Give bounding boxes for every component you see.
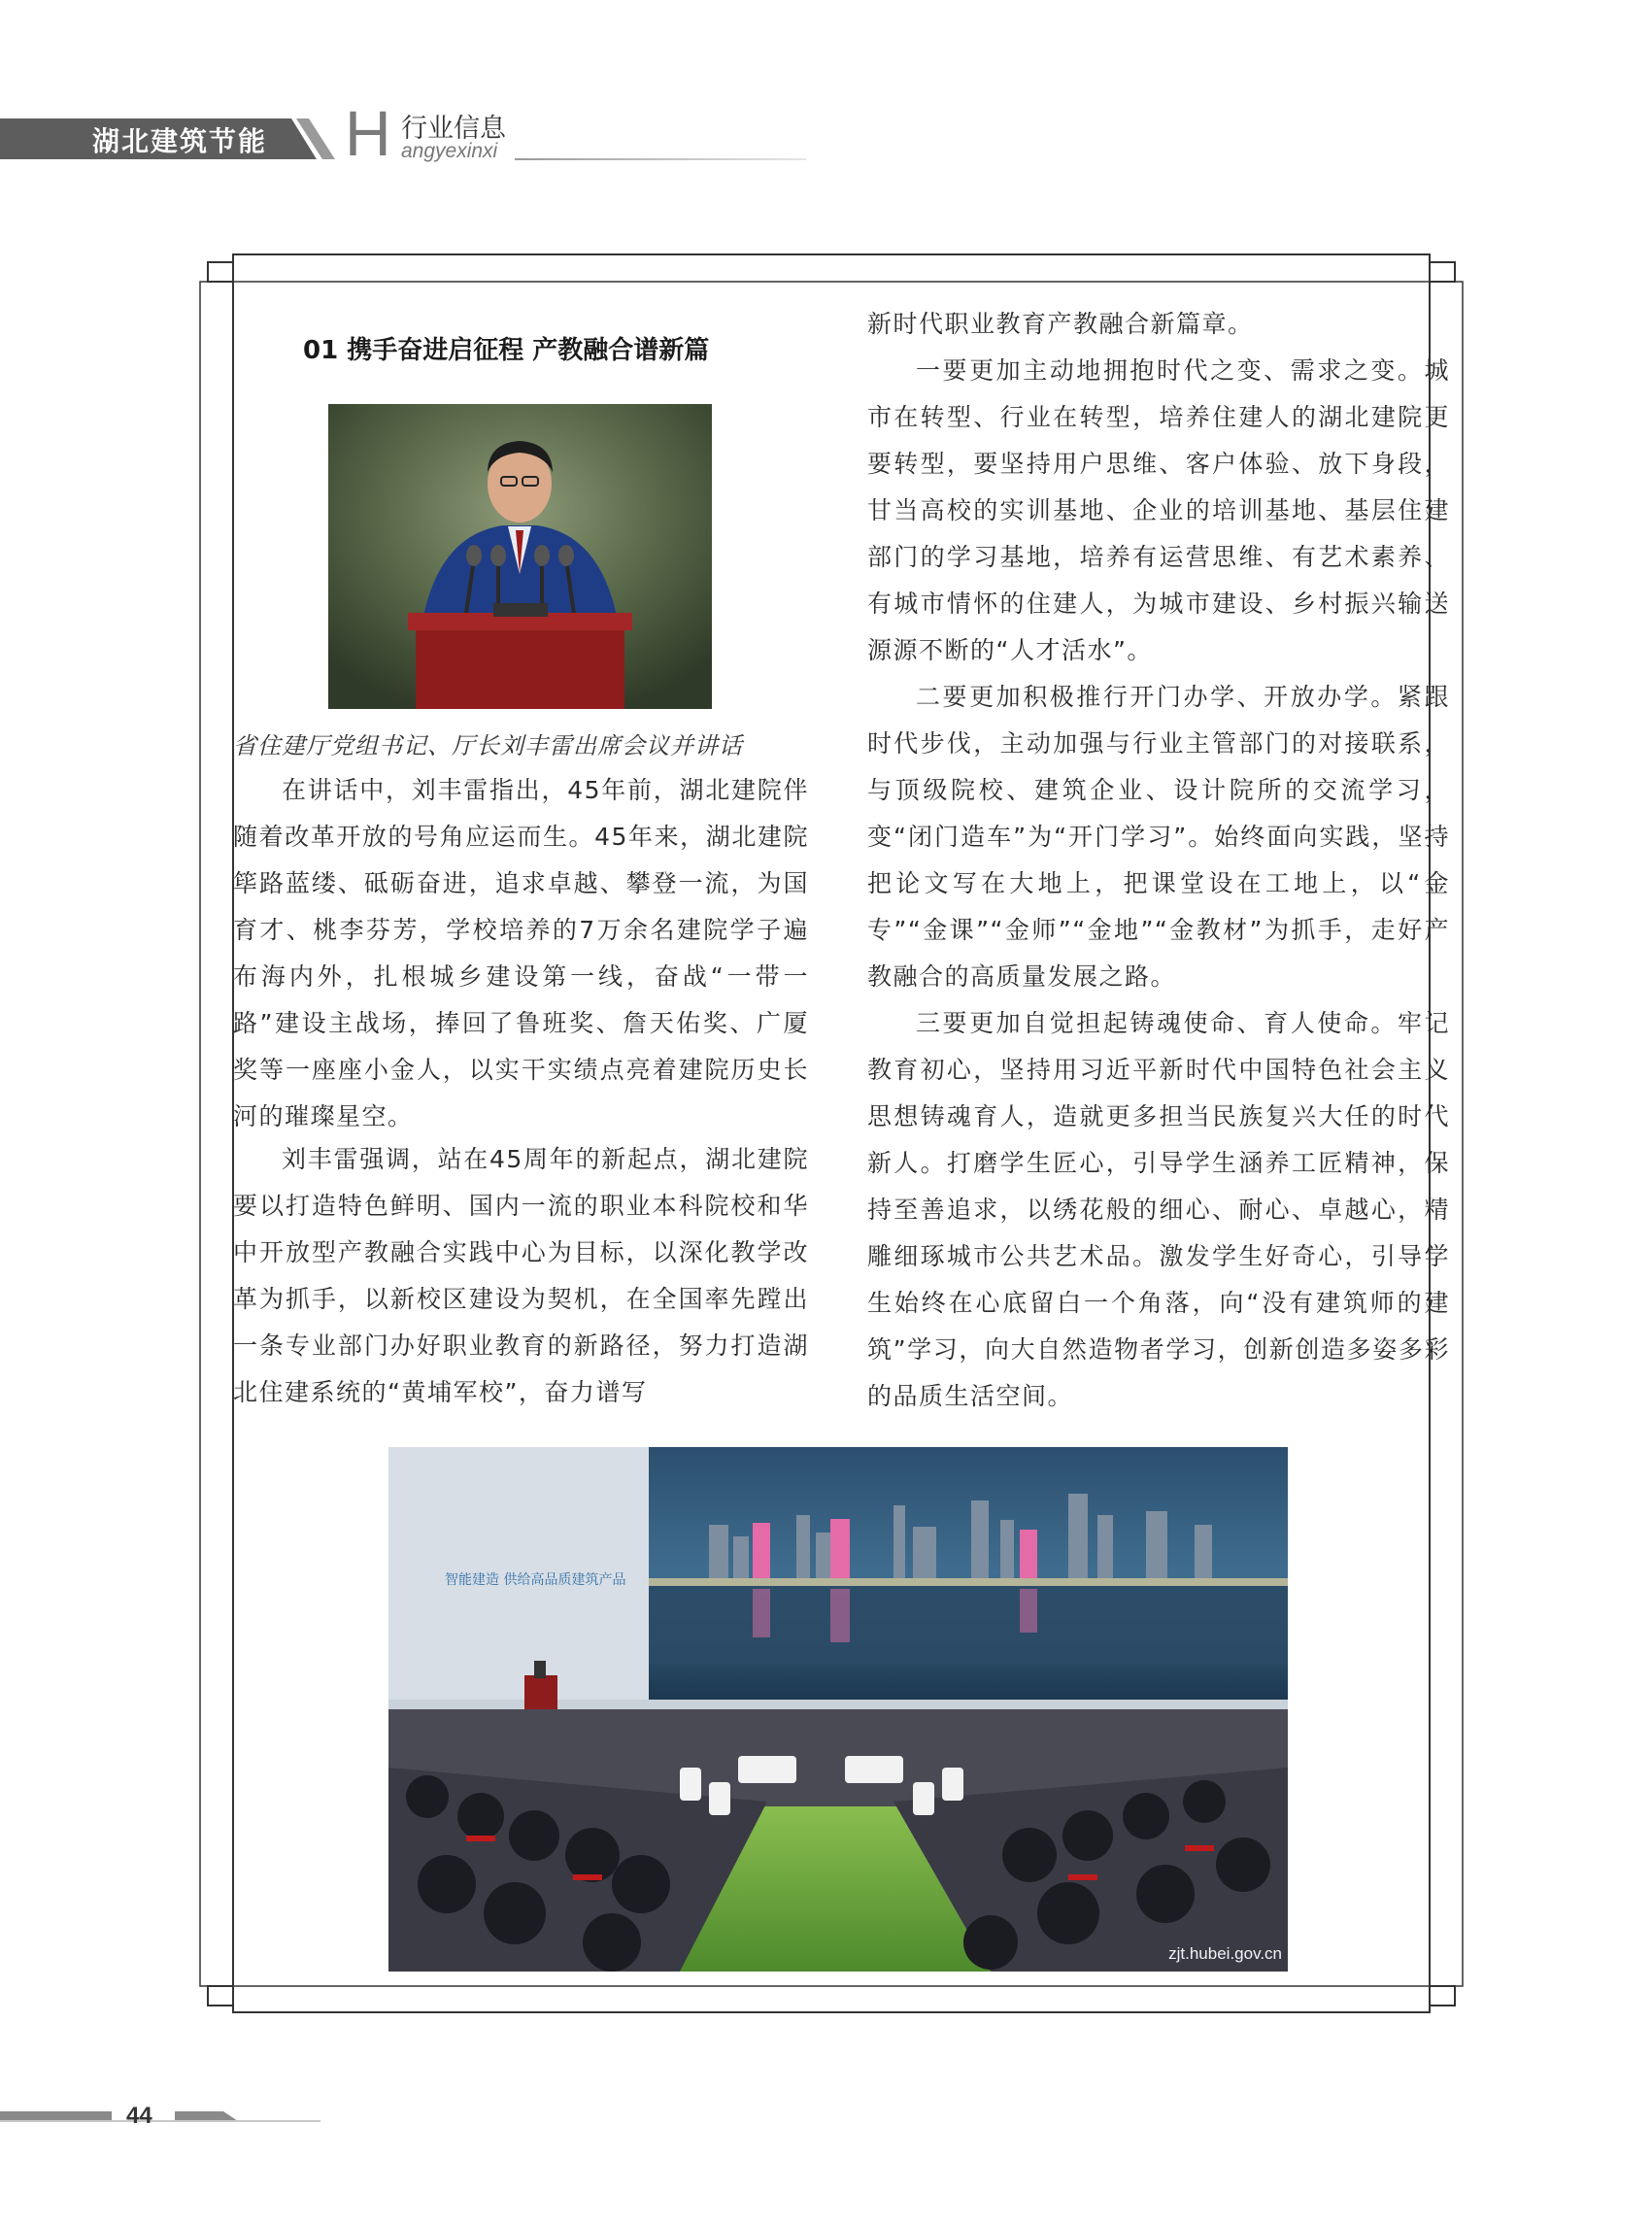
page-number: 44: [126, 2103, 152, 2129]
speaker-photo: [328, 404, 712, 709]
body-paragraph: 二要更加积极推行开门办学、开放办学。紧跟时代步伐，主动加强与行业主管部门的对接联系，与顶级院校、建筑企业、设计院所的交流学习，变“闭门造车”为“开门学习”。始终面向实践，坚持把论文写在大地上，把课堂设在工地上，以“金专”“金课”“金师”“金地”“金教材”为抓手，走好产教融合的高质量发展之路。: [867, 683, 1450, 991]
photo-watermark: zjt.hubei.gov.cn: [1168, 1944, 1282, 1963]
section-title-cn: 行业信息: [401, 114, 506, 144]
photo-caption: 省住建厅党组书记、厅长刘丰雷出席会议并讲话: [233, 732, 743, 759]
footer-band: [0, 2107, 320, 2123]
body-paragraph: 一要更加主动地拥抱时代之变、需求之变。城市在转型、行业在转型，培养住建人的湖北建院更要转型，要坚持用户思维、客户体验、放下身段，甘当高校的实训基地、企业的培训基地、基层住建部门的学习基地，培养有运营思维、有艺术素养、有城市情怀的住建人，为城市建设、乡村振兴输送源源不断的“人才活水”。: [867, 356, 1450, 664]
section-title-pinyin: angyexinxi: [401, 140, 498, 162]
section-letter: H: [345, 97, 391, 169]
magazine-title: 湖北建筑节能: [92, 125, 268, 157]
ceremony-photo: [388, 1447, 1288, 1972]
section-heading: 01 携手奋进启征程 产教融合谱新篇: [303, 336, 710, 365]
body-paragraph: 在讲话中，刘丰雷指出，45年前，湖北建院伴随着改革开放的号角应运而生。45年来，湖北建院筚路蓝缕、砥砺奋进，追求卓越、攀登一流，为国育才、桃李芬芳，学校培养的7万余名建院学子遍布海内外，扎根城乡建设第一线，奋战“一带一路”建设主战场，捧回了鲁班奖、詹天佑奖、广厦奖等一座座小金人，以实干实绩点亮着建院历史长河的璀璨星空。: [233, 776, 809, 1130]
body-paragraph: 刘丰雷强调，站在45周年的新起点，湖北建院要以打造特色鲜明、国内一流的职业本科院校和华中开放型产教融合实践中心为目标，以深化教学改革为抓手，以新校区建设为契机，在全国率先蹚出一条专业部门办好职业教育的新路径，努力打造湖北住建系统的“黄埔军校”，奋力谱写: [233, 1145, 809, 1406]
screen-slogan: 智能建造 供给高品质建筑产品: [445, 1572, 626, 1588]
body-paragraph-continued: 新时代职业教育产教融合新篇章。: [867, 310, 1254, 338]
body-paragraph: 三要更加自觉担起铸魂使命、育人使命。牢记教育初心，坚持用习近平新时代中国特色社会主义思想铸魂育人，造就更多担当民族复兴大任的时代新人。打磨学生匠心，引导学生涵养工匠精神，保持至善追求，以绣花般的细心、耐心、卓越心，精雕细琢城市公共艺术品。激发学生好奇心，引导学生始终在心底留白一个角落，向“没有建筑师的建筑”学习，向大自然造物者学习，创新创造多姿多彩的品质生活空间。: [867, 1009, 1450, 1410]
